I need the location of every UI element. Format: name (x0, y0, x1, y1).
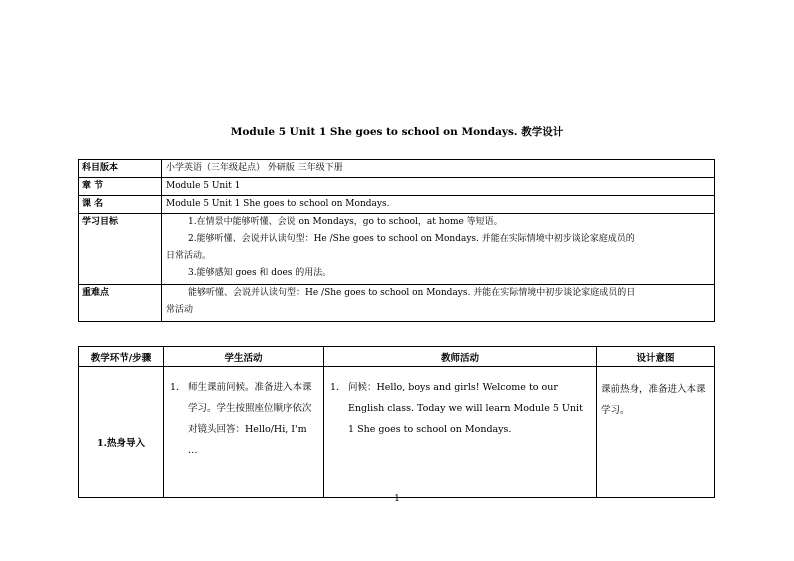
table-row (79, 160, 715, 178)
info-label-key-points: 重难点 (79, 285, 162, 322)
table-row (79, 214, 715, 285)
goal-line-1: 1.在情景中能够听懂、会说 on Mondays，go to school，at home 等短语。 (188, 217, 503, 227)
column-header-student: 学生活动 (164, 347, 324, 367)
column-header-intent: 设计意图 (597, 347, 715, 367)
goal-line-4: 3.能够感知 goes 和 does 的用法。 (188, 268, 332, 278)
stage-cell: 1.热身导入 (79, 367, 164, 498)
column-header-stage: 教学环节/步骤 (79, 347, 164, 367)
student-activity-cell (164, 367, 324, 498)
table-row (79, 367, 715, 498)
teacher-activity-text: 问候：Hello, boys and girls! Welcome to our English class. Today we will learn Module 5 Unit 1 She goes to school on Mondays. (348, 382, 583, 435)
learning-goals (162, 214, 715, 285)
design-intent-text: 课前热身，准备进入本课学习。 (601, 384, 706, 416)
teacher-activity-cell (324, 367, 597, 498)
document-title: Module 5 Unit 1 She goes to school on Mondays. 教学设计 (230, 126, 564, 138)
key-points (162, 285, 715, 322)
table-row (79, 196, 715, 214)
teaching-plan-table (78, 346, 715, 498)
page-number: 1 (394, 494, 400, 504)
lesson-info-table (78, 159, 715, 322)
key-point-line-1: 能够听懂、会说并认读句型：He /She goes to school on Mondays. 并能在实际情境中初步谈论家庭成员的日 (188, 288, 636, 298)
key-point-line-2: 常活动 (166, 305, 194, 315)
info-value-subject: 小学英语（三年级起点） 外研版 三年级下册 (162, 160, 715, 178)
goal-line-2: 2.能够听懂、会说并认读句型：He /She goes to school on Mondays. 并能在实际情境中初步谈论家庭成员的 (188, 234, 635, 244)
student-activity-text: 师生课前问候。准备进入本课学习。学生按照座位顺序依次对镜头回答：Hello/Hi, I'm … (188, 382, 312, 456)
info-value-chapter: Module 5 Unit 1 (162, 178, 715, 196)
info-label-subject: 科目版本 (79, 160, 162, 178)
table-header-row (79, 347, 715, 367)
info-value-lesson: Module 5 Unit 1 She goes to school on Mondays. (162, 196, 715, 214)
design-intent-cell (597, 367, 715, 498)
info-label-chapter: 章 节 (79, 178, 162, 196)
column-header-teacher: 教师活动 (324, 347, 597, 367)
info-label-goals: 学习目标 (79, 214, 162, 285)
teacher-item-number: 1. (330, 382, 340, 393)
table-row (79, 178, 715, 196)
info-label-lesson: 课 名 (79, 196, 162, 214)
goal-line-3: 日常活动。 (166, 251, 212, 261)
student-item-number: 1. (170, 382, 180, 393)
table-row (79, 285, 715, 322)
